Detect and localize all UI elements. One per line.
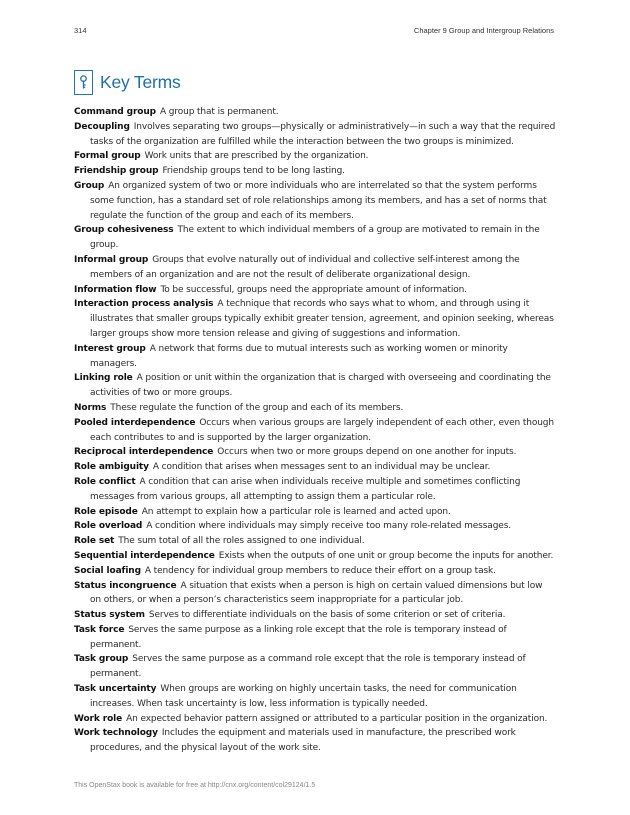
term-definition: Serves the same purpose as a command role except that the role is temporary instead of permanent. xyxy=(90,654,526,680)
term-definition: Involves separating two groups—physically or administratively—in such a way that the required tasks of the organization are fulfilled while the interaction between the two groups is minimized. xyxy=(90,121,556,147)
term-name: Norms xyxy=(74,402,107,413)
term-entry xyxy=(74,579,556,609)
term-entry xyxy=(74,149,556,164)
term-entry xyxy=(74,726,556,756)
term-name: Task force xyxy=(74,624,125,635)
term-entry xyxy=(74,371,556,401)
term-definition: An attempt to explain how a particular role is learned and acted upon. xyxy=(141,506,451,517)
term-definition: An expected behavior pattern assigned or attributed to a particular position in the organization. xyxy=(126,713,548,724)
term-definition: When groups are working on highly uncertain tasks, the need for communication increases. When task uncertainty is low, less information is typically needed. xyxy=(90,684,517,709)
term-name: Interest group xyxy=(74,343,146,354)
term-name: Role overload xyxy=(74,521,143,532)
term-entry xyxy=(74,608,556,623)
term-definition: The extent to which individual members of a group are motivated to remain in the group. xyxy=(90,225,540,251)
term-entry xyxy=(74,120,556,150)
term-name: Task uncertainty xyxy=(74,684,157,695)
term-definition: Serves to differentiate individuals on the basis of some criterion or set of criteria. xyxy=(148,610,506,621)
term-entry xyxy=(74,652,556,682)
key-icon-glyph xyxy=(79,75,88,90)
term-definition: Friendship groups tend to be long lasting. xyxy=(162,166,345,177)
term-definition: Serves the same purpose as a linking role except that the role is temporary instead of permanent. xyxy=(90,624,507,650)
term-entry xyxy=(74,445,556,460)
term-name: Role episode xyxy=(74,506,138,517)
term-definition: Occurs when various groups are largely independent of each other, even though each contributes to and is supported by the larger organization. xyxy=(90,417,554,443)
term-name: Status incongruence xyxy=(74,580,177,591)
term-definition: A position or unit within the organization that is charged with overseeing and coordinating the activities of two or more groups. xyxy=(90,373,551,399)
term-name: Role set xyxy=(74,536,115,547)
term-entry xyxy=(74,342,556,372)
term-name: Information flow xyxy=(74,284,157,295)
term-definition: Includes the equipment and materials used in manufacture, the prescribed work procedures, and the physical layout of the work site. xyxy=(90,728,516,754)
term-name: Formal group xyxy=(74,151,141,162)
term-name: Role ambiguity xyxy=(74,462,149,473)
term-entry xyxy=(74,283,556,298)
term-name: Group xyxy=(74,180,105,191)
term-entry xyxy=(74,105,556,120)
term-name: Sequential interdependence xyxy=(74,550,215,561)
footer-note: This OpenStax book is available for free at http://cnx.org/content/col29124/1.5 xyxy=(74,782,316,789)
term-definition: These regulate the function of the group and each of its members. xyxy=(110,402,404,413)
term-definition: Groups that evolve naturally out of individual and collective self-interest among the members of an organization and are not the result of deliberate organizational design. xyxy=(90,254,520,280)
term-name: Role conflict xyxy=(74,476,136,487)
term-entry xyxy=(74,223,556,253)
term-name: Decoupling xyxy=(74,121,130,132)
term-definition: A tendency for individual group members to reduce their effort on a group task. xyxy=(144,565,496,576)
term-definition: A technique that records who says what to whom, and through using it illustrates that smaller groups typically exhibit greater tension, agreement, and opinion seeking, whereas larger groups show more tension release and giving of suggestions and information. xyxy=(90,299,554,339)
term-definition: A condition that arises when messages sent to an individual may be unclear. xyxy=(152,462,491,473)
term-entry xyxy=(74,505,556,520)
term-entry xyxy=(74,534,556,549)
term-entry xyxy=(74,475,556,505)
page-number: 314 xyxy=(74,26,87,35)
term-name: Interaction process analysis xyxy=(74,299,214,310)
term-definition: A situation that exists when a person is high on certain valued dimensions but low on others, or when a person’s characteristics seem inappropriate for a particular job. xyxy=(90,580,543,606)
term-entry xyxy=(74,682,556,712)
term-name: Group cohesiveness xyxy=(74,225,174,236)
term-entry xyxy=(74,519,556,534)
term-definition: Work units that are prescribed by the organization. xyxy=(144,151,369,162)
term-entry xyxy=(74,164,556,179)
term-definition: An organized system of two or more individuals who are interrelated so that the system performs some function, has a standard set of role relationships among its members, and has a set of norms that regulate the function of the group and each of its members. xyxy=(90,180,547,221)
term-name: Friendship group xyxy=(74,166,159,177)
term-name: Social loafing xyxy=(74,565,141,576)
term-definition: To be successful, groups need the appropriate amount of information. xyxy=(160,284,467,295)
term-definition: The sum total of all the roles assigned to one individual. xyxy=(118,536,365,547)
term-name: Work role xyxy=(74,713,123,724)
key-icon xyxy=(74,70,93,95)
term-name: Work technology xyxy=(74,728,158,739)
term-entry xyxy=(74,623,556,653)
term-definition: A network that forms due to mutual interests such as working women or minority managers. xyxy=(90,343,508,369)
term-entry xyxy=(74,416,556,446)
key-terms-list xyxy=(74,105,556,756)
chapter-title: Chapter 9 Group and Intergroup Relations xyxy=(413,26,554,35)
term-definition: A condition that can arise when individuals receive multiple and sometimes conflicting messages from various groups, all attempting to assign them a particular role. xyxy=(90,476,521,502)
term-name: Reciprocal interdependence xyxy=(74,447,214,458)
term-entry xyxy=(74,712,556,727)
term-definition: A group that is permanent. xyxy=(159,107,279,117)
key-terms-header xyxy=(74,70,181,95)
term-name: Command group xyxy=(74,107,156,117)
term-entry xyxy=(74,253,556,283)
term-entry xyxy=(74,401,556,416)
section-title: Key Terms xyxy=(100,72,181,92)
term-entry xyxy=(74,564,556,579)
term-entry xyxy=(74,297,556,341)
term-name: Linking role xyxy=(74,373,133,384)
term-name: Status system xyxy=(74,610,145,621)
term-name: Task group xyxy=(74,654,129,665)
term-entry xyxy=(74,460,556,475)
term-definition: Occurs when two or more groups depend on one another for inputs. xyxy=(217,447,517,458)
term-name: Informal group xyxy=(74,254,149,265)
term-definition: A condition where individuals may simply receive too many role-related messages. xyxy=(146,521,512,532)
term-name: Pooled interdependence xyxy=(74,417,196,428)
term-entry xyxy=(74,549,556,564)
term-entry xyxy=(74,179,556,223)
term-definition: Exists when the outputs of one unit or group become the inputs for another. xyxy=(218,550,554,561)
